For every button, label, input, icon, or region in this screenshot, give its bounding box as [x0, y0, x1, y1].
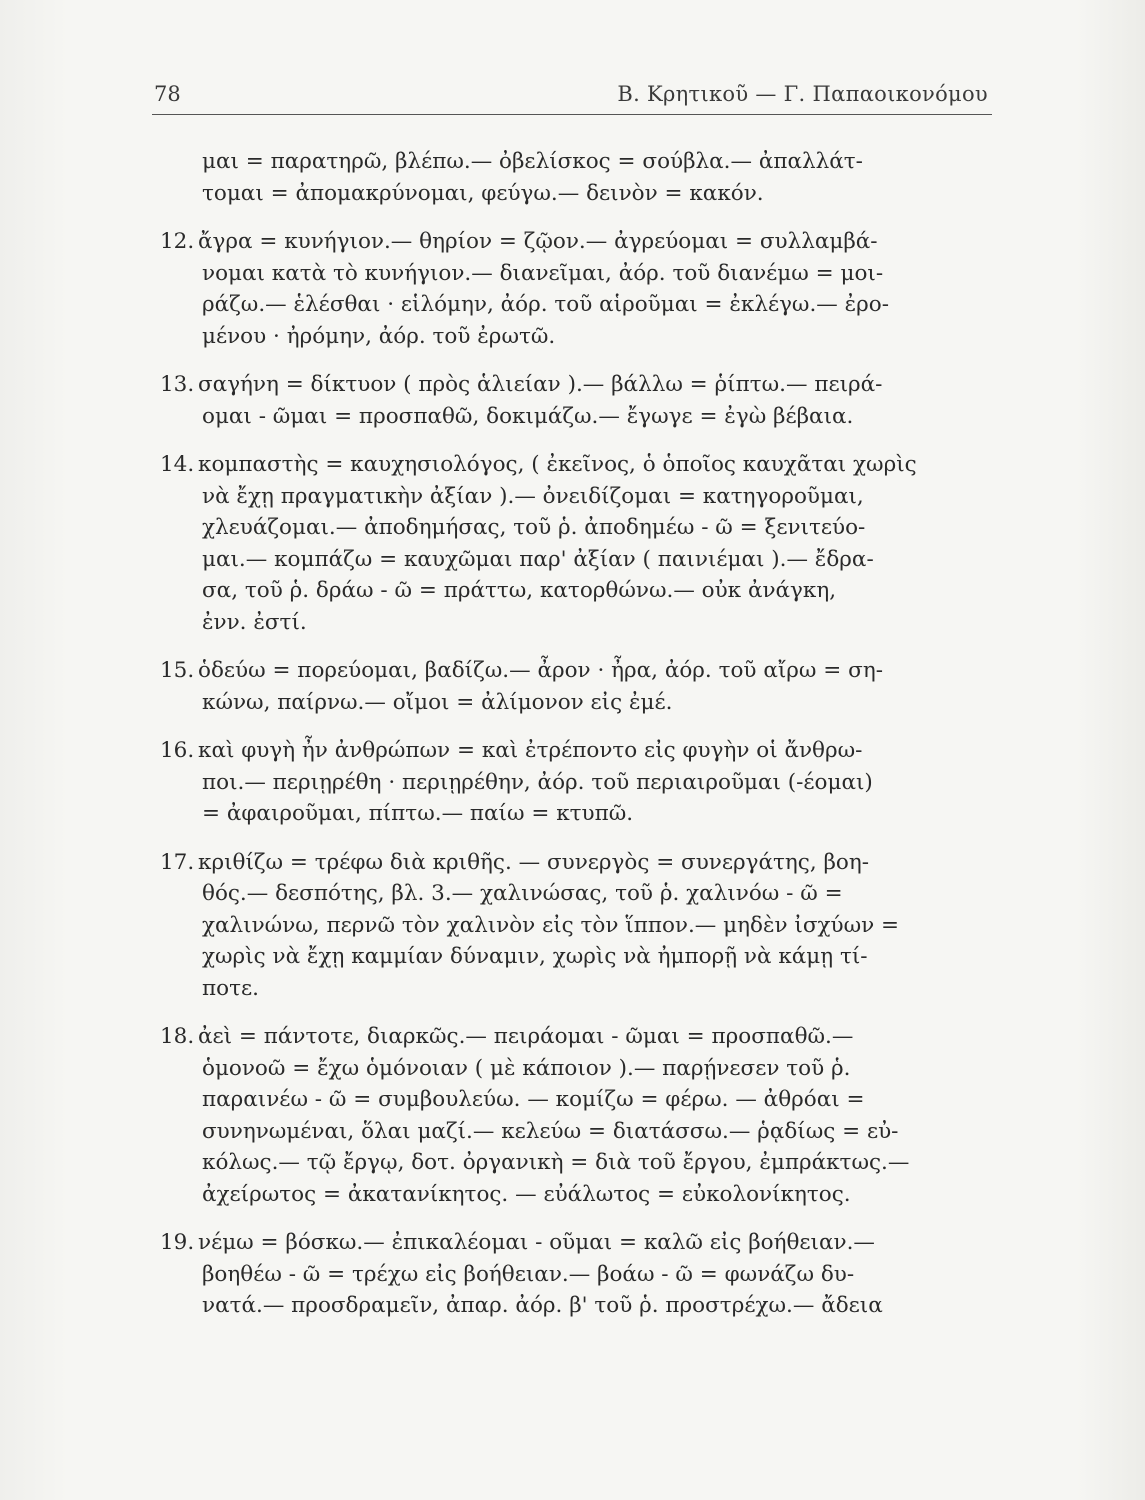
entry-line	[160, 655, 990, 687]
entry-number: 18.	[160, 1024, 195, 1049]
entry-line: νατά.— προσδραμεῖν, ἀπαρ. ἀόρ. β' τοῦ ῥ. προστρέχω.— ἄδεια	[202, 1293, 883, 1318]
entry-line: ράζω.— ἑλέσθαι · εἱλόμην, ἀόρ. τοῦ αἱροῦμαι = ἐκλέγω.— ἐρο-	[202, 292, 890, 317]
entry-number: 16.	[160, 738, 195, 763]
entry-number: 12.	[160, 229, 195, 254]
entry-text: ἀεὶ = πάντοτε, διαρκῶς.— πειράομαι - ῶμαι = προσπαθῶ.—	[198, 1024, 854, 1049]
glossary-entry	[160, 226, 990, 352]
entry-line: ποι.— περιῃρέθη · περιῃρέθην, ἀόρ. τοῦ περιαιροῦμαι (-έομαι)	[202, 769, 873, 795]
entry-text: νέμω = βόσκω.— ἐπικαλέομαι - οῦμαι = καλῶ εἰς βοήθειαν.—	[198, 1230, 875, 1255]
entry-text: κομπαστὴς = καυχησιολόγος, ( ἐκεῖνος, ὁ ὁποῖος καυχᾶται χωρὶς	[198, 452, 917, 477]
glossary-entry	[160, 449, 990, 638]
entry-line: παραινέω - ῶ = συμβουλεύω. — κομίζω = φέρω. — ἀθρόαι =	[202, 1087, 865, 1112]
entry-line: χαλινώνω, περνῶ τὸν χαλινὸν εἰς τὸν ἵππον.— μηδὲν ἰσχύων =	[202, 912, 900, 938]
entry-line: νὰ ἔχῃ πραγματικὴν ἀξίαν ).— ὀνειδίζομαι = κατηγοροῦμαι,	[202, 483, 864, 509]
entry-line: τομαι = ἀπομακρύνομαι, φεύγω.— δεινὸν = κακόν.	[202, 180, 764, 206]
entry-line: θός.— δεσπότης, βλ. 3.— χαλινώσας, τοῦ ῥ. χαλινόω - ῶ =	[202, 881, 843, 906]
entry-number: 14.	[160, 452, 195, 477]
entry-line: κόλως.— τῷ ἔργῳ, δοτ. ὀργανικὴ = διὰ τοῦ ἔργου, ἐμπράκτως.—	[202, 1150, 910, 1175]
entry-text: κριθίζω = τρέφω διὰ κριθῆς. — συνεργὸς = συνεργάτης, βοη-	[198, 849, 870, 875]
entry-number: 15.	[160, 658, 195, 683]
entry-line: κώνω, παίρνω.— οἴμοι = ἀλίμονον εἰς ἐμέ.	[202, 689, 673, 715]
entry-line	[160, 226, 990, 258]
page-number: 78	[154, 82, 181, 106]
entry-text: ἄγρα = κυνήγιον.— θηρίον = ζῷον.— ἀγρεύομαι = συλλαμβά-	[198, 229, 878, 254]
entry-line: νομαι κατὰ τὸ κυνήγιον.— διανεῖμαι, ἀόρ. τοῦ διανέμω = μοι-	[202, 260, 884, 286]
glossary-entry	[160, 369, 990, 432]
glossary-entry	[160, 146, 990, 209]
entry-number: 13.	[160, 372, 195, 397]
entry-line: μένου · ἠρόμην, ἀόρ. τοῦ ἐρωτῶ.	[202, 323, 556, 349]
entry-line: = ἀφαιροῦμαι, πίπτω.— παίω = κτυπῶ.	[202, 801, 634, 826]
glossary-entry	[160, 847, 990, 1005]
glossary-entry	[160, 735, 990, 830]
entry-line: ομαι - ῶμαι = προσπαθῶ, δοκιμάζω.— ἔγωγε = ἐγὼ βέβαια.	[202, 403, 854, 429]
entry-line: συνηνωμέναι, ὅλαι μαζί.— κελεύω = διατάσσω.— ῥᾳδίως = εὐ-	[202, 1118, 899, 1144]
entry-number: 17.	[160, 849, 195, 875]
entry-line: ὁμονοῶ = ἔχω ὁμόνοιαν ( μὲ κάποιον ).— παρῄνεσεν τοῦ ῥ.	[202, 1055, 851, 1081]
entry-line: μαι.— κομπάζω = καυχῶμαι παρ' ἀξίαν ( παινιέμαι ).— ἔδρα-	[202, 546, 874, 572]
entry-line	[160, 1227, 990, 1259]
entry-line	[160, 369, 990, 401]
entry-line: χωρὶς νὰ ἔχῃ καμμίαν δύναμιν, χωρὶς νὰ ἠμπορῇ νὰ κάμῃ τί-	[202, 944, 868, 969]
entry-number: 19.	[160, 1230, 195, 1255]
entry-line: μαι = παρατηρῶ, βλέπω.— ὀβελίσκος = σούβλα.— ἀπαλλάτ-	[202, 149, 863, 174]
entry-line: βοηθέω - ῶ = τρέχω εἰς βοήθειαν.— βοάω - ῶ = φωνάζω δυ-	[202, 1261, 855, 1287]
glossary-content	[160, 146, 990, 1339]
page-header	[152, 80, 992, 115]
entry-line: ἐνν. ἐστί.	[202, 609, 307, 635]
entry-line	[160, 735, 990, 767]
entry-line: χλευάζομαι.— ἀποδημήσας, τοῦ ῥ. ἀποδημέω - ῶ = ξενιτεύο-	[202, 515, 866, 540]
entry-text: ὁδεύω = πορεύομαι, βαδίζω.— ἆρον · ἦρα, ἀόρ. τοῦ αἴρω = ση-	[198, 658, 883, 683]
entry-line: σα, τοῦ ῥ. δράω - ῶ = πράττω, κατορθώνω.— οὐκ ἀνάγκη,	[202, 578, 837, 603]
glossary-entry	[160, 1227, 990, 1322]
entry-line	[160, 847, 990, 879]
entry-line: ἀχείρωτος = ἀκατανίκητος. — εὐάλωτος = εὐκολονίκητος.	[202, 1181, 851, 1207]
entry-line: ποτε.	[202, 975, 259, 1001]
glossary-entry	[160, 655, 990, 718]
running-head: Β. Κρητικοῦ — Γ. Παπαοικονόμου	[617, 82, 988, 106]
entry-text: σαγήνη = δίκτυον ( πρὸς ἁλιείαν ).— βάλλω = ῥίπτω.— πειρά-	[198, 372, 883, 397]
entry-line	[160, 1021, 990, 1053]
entry-text: καὶ φυγὴ ἦν ἀνθρώπων = καὶ ἐτρέποντο εἰς φυγὴν οἱ ἄνθρω-	[198, 738, 863, 763]
glossary-entry	[160, 1021, 990, 1210]
entry-line	[160, 449, 990, 481]
